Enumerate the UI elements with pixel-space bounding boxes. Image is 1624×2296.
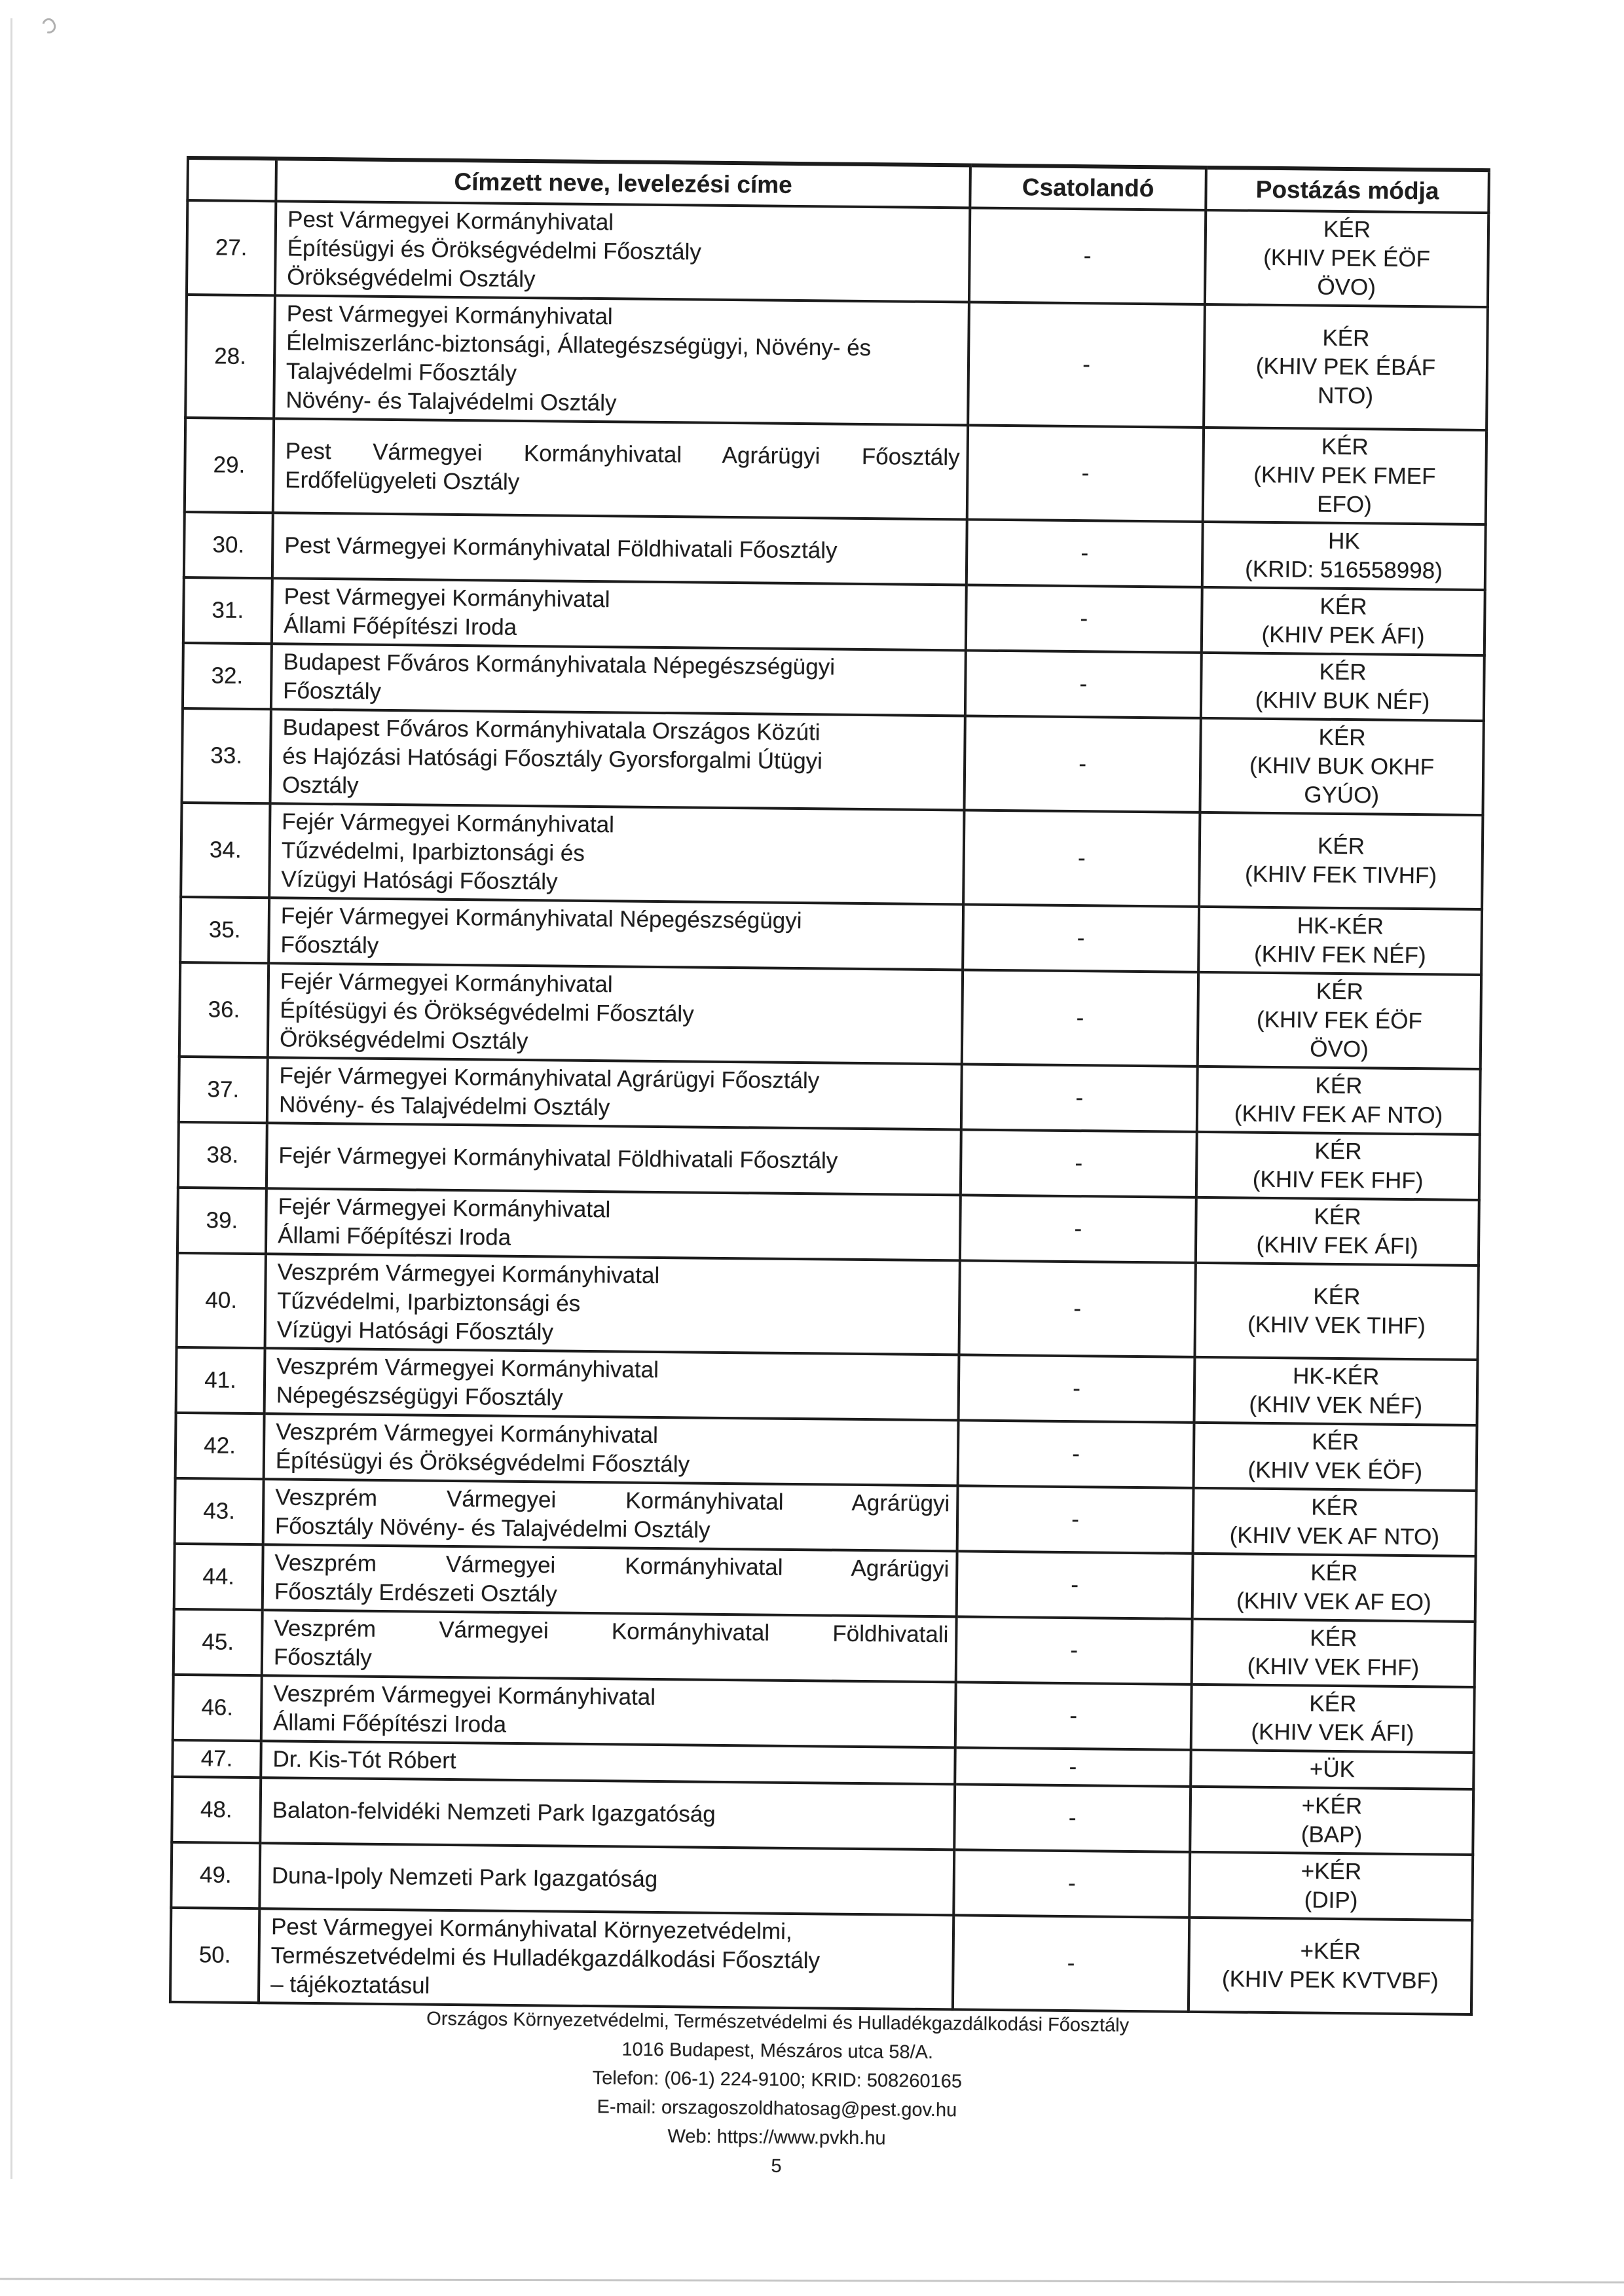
footer-email: E-mail: orszagoszoldhatosag@pest.gov.hu bbox=[597, 2096, 957, 2121]
addressee-line: Főosztály Növény- és Talajvédelmi Osztály bbox=[274, 1513, 710, 1543]
attachment-cell: - bbox=[963, 904, 1199, 972]
addressee-line: Fejér Vármegyei Kormányhivatal Földhivatali Főosztály bbox=[278, 1142, 838, 1174]
addressee-line: – tájékoztatásul bbox=[270, 1971, 430, 1999]
addressee-line: Veszprém Vármegyei Kormányhivatal Agrárügyi bbox=[275, 1484, 950, 1517]
table-row bbox=[182, 708, 1484, 815]
table-row bbox=[176, 1347, 1478, 1425]
addressee-line: Népegészségügyi Főosztály bbox=[276, 1382, 563, 1411]
addressee-line: Fejér Vármegyei Kormányhivatal bbox=[278, 1194, 611, 1223]
row-number-cell: 37. bbox=[179, 1057, 268, 1123]
addressee-line: Főosztály Erdészeti Osztály bbox=[274, 1578, 557, 1607]
table-row bbox=[183, 643, 1485, 721]
addressee-cell bbox=[261, 1741, 955, 1784]
addressee-line: Veszprém Vármegyei Kormányhivatal bbox=[277, 1259, 660, 1289]
attachment-cell: - bbox=[968, 302, 1205, 427]
addressee-line: Örökségvédelmi Osztály bbox=[287, 264, 536, 293]
mailing-method-cell: +KÉR (DIP) bbox=[1189, 1852, 1473, 1920]
addressee-cell bbox=[263, 1479, 958, 1551]
row-number-cell: 43. bbox=[175, 1478, 264, 1544]
addressee-cell bbox=[259, 1908, 953, 2009]
table-row bbox=[179, 1057, 1481, 1135]
mailing-method-cell: KÉR (KHIV VEK AF EO) bbox=[1192, 1554, 1476, 1622]
attachment-cell: - bbox=[959, 1355, 1195, 1422]
addressee-line: Veszprém Vármegyei Kormányhivatal Földhivatali bbox=[274, 1615, 949, 1648]
row-number-cell: 47. bbox=[172, 1740, 261, 1777]
attachment-cell: - bbox=[955, 1747, 1191, 1786]
addressee-line: Budapest Főváros Kormányhivatala Országos Közúti bbox=[282, 714, 821, 746]
addressee-line: Örökségvédelmi Osztály bbox=[279, 1026, 528, 1055]
addressee-line: Pest Vármegyei Kormányhivatal Agrárügyi Főosztály bbox=[285, 438, 960, 471]
addressee-cell bbox=[265, 1254, 960, 1355]
addressee-line: Természetvédelmi és Hulladékgazdálkodási Főosztály bbox=[270, 1942, 821, 1974]
footer-phone-krid: Telefon: (06-1) 224-9100; KRID: 508260165 bbox=[592, 2068, 963, 2092]
table-row bbox=[173, 1675, 1475, 1753]
attachment-cell: - bbox=[957, 1485, 1194, 1553]
table-row bbox=[171, 1842, 1473, 1920]
row-number-cell: 34. bbox=[181, 803, 270, 898]
attachment-cell: - bbox=[953, 1850, 1190, 1917]
page-footer bbox=[0, 2000, 1574, 2188]
scan-bottom-line bbox=[0, 2278, 1624, 2283]
addressee-cell bbox=[259, 1843, 954, 1915]
mailing-method-cell: KÉR (KHIV FEK ÁFI) bbox=[1196, 1197, 1479, 1266]
attachment-cell: - bbox=[958, 1420, 1194, 1487]
table-row bbox=[175, 1478, 1477, 1556]
addressee-line: Fejér Vármegyei Kormányhivatal bbox=[280, 968, 613, 998]
row-number-cell: 30. bbox=[184, 512, 273, 578]
table-row bbox=[174, 1544, 1476, 1622]
attachment-cell: - bbox=[969, 208, 1206, 304]
mailing-method-cell: KÉR (KHIV VEK ÁFI) bbox=[1191, 1685, 1475, 1753]
addressee-line: és Hajózási Hatósági Főosztály Gyorsforgalmi Útügyi bbox=[282, 743, 823, 774]
table-row bbox=[187, 200, 1488, 307]
addressee-cell bbox=[267, 1123, 961, 1195]
header-attachment: Csatolandó bbox=[970, 165, 1206, 210]
addressee-line: Pest Vármegyei Kormányhivatal bbox=[286, 301, 613, 330]
mailing-method-cell: HK-KÉR (KHIV FEK NÉF) bbox=[1198, 907, 1482, 975]
addressee-cell bbox=[267, 1057, 962, 1129]
addressee-line: Veszprém Vármegyei Kormányhivatal Agrárügyi bbox=[274, 1550, 950, 1582]
addressee-line: Építésügyi és Örökségvédelmi Főosztály bbox=[280, 997, 694, 1027]
attachment-cell: - bbox=[961, 1064, 1198, 1131]
mailing-method-cell: KÉR (KHIV VEK AF NTO) bbox=[1193, 1488, 1477, 1556]
mailing-method-cell: KÉR (KHIV PEK ÁFI) bbox=[1202, 587, 1485, 655]
attachment-cell: - bbox=[961, 1129, 1197, 1197]
recipients-table bbox=[169, 156, 1490, 2016]
row-number-cell: 39. bbox=[177, 1188, 267, 1254]
addressee-cell bbox=[273, 418, 968, 519]
table-row bbox=[185, 418, 1486, 524]
addressee-cell bbox=[262, 1610, 957, 1682]
header-mailing-method: Postázás módja bbox=[1206, 168, 1489, 213]
mailing-method-cell: HK-KÉR (KHIV VEK NÉF) bbox=[1194, 1357, 1478, 1425]
document-page bbox=[1, 0, 1624, 2177]
addressee-cell bbox=[272, 578, 967, 650]
row-number-cell: 29. bbox=[185, 418, 274, 513]
attachment-cell: - bbox=[953, 1915, 1189, 2011]
addressee-line: Fejér Vármegyei Kormányhivatal Agrárügyi Főosztály bbox=[279, 1063, 820, 1094]
row-number-cell: 36. bbox=[179, 962, 268, 1057]
addressee-cell bbox=[261, 1675, 956, 1747]
table-row bbox=[184, 512, 1486, 590]
scan-mark bbox=[39, 16, 58, 35]
addressee-line: Talajvédelmi Főosztály bbox=[286, 358, 517, 386]
table-row bbox=[183, 577, 1485, 655]
addressee-line: Veszprém Vármegyei Kormányhivatal bbox=[273, 1681, 656, 1710]
mailing-method-cell: KÉR (KHIV PEK ÉÖF ÖVO) bbox=[1205, 210, 1488, 307]
attachment-cell: - bbox=[965, 650, 1202, 718]
addressee-cell bbox=[260, 1777, 955, 1850]
mailing-method-cell: +KÉR (BAP) bbox=[1190, 1787, 1473, 1855]
mailing-method-cell: KÉR (KHIV BUK NÉF) bbox=[1201, 653, 1485, 721]
addressee-line: Pest Vármegyei Kormányhivatal Környezetvédelmi, bbox=[270, 1914, 792, 1944]
attachment-cell: - bbox=[955, 1682, 1192, 1749]
addressee-cell bbox=[268, 963, 963, 1064]
row-number-cell: 27. bbox=[187, 200, 276, 295]
row-number-cell: 50. bbox=[170, 1908, 259, 2003]
addressee-line: Fejér Vármegyei Kormányhivatal Népegészségügyi bbox=[280, 903, 802, 934]
table-row bbox=[181, 803, 1483, 909]
row-number-cell: 28. bbox=[185, 295, 275, 418]
addressee-line: Veszprém Vármegyei Kormányhivatal bbox=[276, 1419, 659, 1448]
attachment-cell: - bbox=[964, 716, 1200, 812]
table-row bbox=[170, 1908, 1472, 2014]
addressee-cell bbox=[265, 1348, 959, 1420]
row-number-cell: 49. bbox=[171, 1842, 260, 1908]
row-number-cell: 38. bbox=[178, 1122, 267, 1188]
addressee-cell bbox=[264, 1413, 959, 1485]
addressee-line: Főosztály bbox=[280, 932, 379, 958]
addressee-line: Balaton-felvidéki Nemzeti Park Igazgatóság bbox=[272, 1797, 716, 1827]
table-row bbox=[177, 1188, 1479, 1266]
attachment-cell: - bbox=[967, 519, 1203, 587]
scan-edge-line bbox=[10, 18, 12, 2179]
footer-department: Országos Környezetvédelmi, Természetvédelmi és Hulladékgazdálkodási Főosztály bbox=[426, 2008, 1130, 2036]
addressee-line: Erdőfelügyeleti Osztály bbox=[285, 467, 520, 495]
row-number-cell: 42. bbox=[175, 1413, 265, 1479]
addressee-line: Fejér Vármegyei Kormányhivatal bbox=[282, 809, 615, 838]
mailing-method-cell: KÉR (KHIV VEK ÉÖF) bbox=[1194, 1423, 1477, 1491]
table-row bbox=[174, 1609, 1475, 1687]
attachment-cell: - bbox=[966, 585, 1202, 652]
row-number-cell: 35. bbox=[180, 897, 269, 963]
addressee-line: Duna-Ipoly Nemzeti Park Igazgatóság bbox=[271, 1863, 658, 1893]
addressee-line: Vízügyi Hatósági Főosztály bbox=[276, 1317, 554, 1345]
attachment-cell: - bbox=[956, 1616, 1192, 1684]
table-row bbox=[185, 295, 1488, 430]
mailing-method-cell: KÉR (KHIV FEK AF NTO) bbox=[1197, 1066, 1481, 1135]
attachment-cell: - bbox=[962, 970, 1198, 1066]
addressee-line: Főosztály bbox=[273, 1644, 372, 1671]
addressee-line: Tűzvédelmi, Iparbiztonsági és bbox=[281, 837, 585, 866]
row-number-cell: 31. bbox=[183, 577, 272, 644]
table-row bbox=[177, 1253, 1479, 1360]
mailing-method-cell: KÉR (KHIV VEK FHF) bbox=[1192, 1619, 1475, 1687]
mailing-method-cell: KÉR (KHIV FEK ÉÖF ÖVO) bbox=[1198, 972, 1481, 1069]
table-row bbox=[172, 1777, 1473, 1855]
table-row bbox=[179, 962, 1481, 1069]
mailing-method-cell: +ÜK bbox=[1190, 1750, 1474, 1789]
addressee-line: Budapest Főváros Kormányhivatala Népegészségügyi bbox=[283, 649, 836, 680]
table-row bbox=[175, 1413, 1477, 1491]
addressee-cell bbox=[269, 803, 964, 904]
addressee-line: Főosztály bbox=[282, 678, 382, 704]
addressee-line: Osztály bbox=[282, 772, 359, 799]
row-number-cell: 48. bbox=[172, 1777, 261, 1843]
attachment-cell: - bbox=[959, 1260, 1195, 1357]
mailing-method-cell: KÉR (KHIV PEK FMEF EFO) bbox=[1203, 428, 1486, 524]
addressee-line: Építésügyi és Örökségvédelmi Főosztály bbox=[275, 1448, 690, 1478]
row-number-cell: 44. bbox=[174, 1544, 263, 1610]
addressee-line: Tűzvédelmi, Iparbiztonsági és bbox=[277, 1288, 581, 1317]
row-number-cell: 40. bbox=[177, 1253, 266, 1348]
row-number-cell: 33. bbox=[182, 708, 271, 803]
table-row bbox=[178, 1122, 1480, 1200]
mailing-method-cell: KÉR (KHIV FEK FHF) bbox=[1196, 1132, 1480, 1200]
mailing-method-cell: KÉR (KHIV FEK TIVHF) bbox=[1199, 812, 1483, 909]
footer-web: Web: https://www.pvkh.hu bbox=[667, 2126, 886, 2149]
addressee-cell bbox=[263, 1544, 957, 1616]
addressee-cell bbox=[268, 898, 963, 970]
attachment-cell: - bbox=[963, 810, 1200, 906]
row-number-cell: 46. bbox=[173, 1675, 262, 1741]
table-row bbox=[180, 897, 1482, 975]
addressee-line: Vízügyi Hatósági Főosztály bbox=[281, 866, 558, 895]
addressee-line: Növény- és Talajvédelmi Osztály bbox=[278, 1091, 610, 1121]
addressee-line: Veszprém Vármegyei Kormányhivatal bbox=[276, 1353, 659, 1383]
addressee-cell bbox=[272, 513, 967, 585]
mailing-method-cell: KÉR (KHIV BUK OKHF GYÚO) bbox=[1200, 718, 1483, 815]
addressee-cell bbox=[266, 1188, 961, 1260]
row-number-cell: 45. bbox=[174, 1609, 263, 1675]
addressee-cell bbox=[274, 295, 969, 425]
attachment-cell: - bbox=[954, 1784, 1190, 1851]
addressee-line: Állami Főépítészi Iroda bbox=[278, 1222, 511, 1250]
header-addressee: Címzett neve, levelezési címe bbox=[276, 158, 970, 208]
addressee-line: Állami Főépítészi Iroda bbox=[272, 1709, 507, 1738]
attachment-cell: - bbox=[957, 1551, 1193, 1618]
addressee-line: Élelmiszerlánc-biztonsági, Állategészségügyi, Növény- és bbox=[286, 329, 872, 361]
page-number: 5 bbox=[771, 2155, 782, 2177]
row-number-cell: 32. bbox=[183, 643, 272, 709]
header-row-number bbox=[187, 158, 276, 201]
mailing-method-cell: KÉR (KHIV VEK TIHF) bbox=[1194, 1263, 1478, 1360]
attachment-cell: - bbox=[967, 425, 1204, 521]
addressee-cell bbox=[275, 201, 970, 302]
addressee-line: Pest Vármegyei Kormányhivatal Földhivatali Főosztály bbox=[284, 532, 838, 564]
footer-address: 1016 Budapest, Mészáros utca 58/A. bbox=[621, 2039, 934, 2064]
attachment-cell: - bbox=[960, 1195, 1196, 1262]
addressee-cell bbox=[271, 644, 966, 716]
addressee-line: Dr. Kis-Tót Róbert bbox=[272, 1746, 456, 1774]
mailing-method-cell: HK (KRID: 516558998) bbox=[1202, 522, 1486, 590]
addressee-line: Állami Főépítészi Iroda bbox=[283, 612, 517, 640]
row-number-cell: 41. bbox=[176, 1347, 265, 1413]
mailing-method-cell: KÉR (KHIV PEK ÉBÁF NTO) bbox=[1204, 304, 1488, 430]
addressee-line: Pest Vármegyei Kormányhivatal bbox=[287, 206, 614, 236]
addressee-line: Pest Vármegyei Kormányhivatal bbox=[284, 583, 610, 613]
addressee-line: Építésügyi és Örökségvédelmi Főosztály bbox=[287, 235, 702, 265]
addressee-line: Növény- és Talajvédelmi Osztály bbox=[286, 387, 617, 416]
addressee-cell bbox=[270, 709, 965, 810]
mailing-method-cell: +KÉR (KHIV PEK KVTVBF) bbox=[1189, 1918, 1472, 2014]
